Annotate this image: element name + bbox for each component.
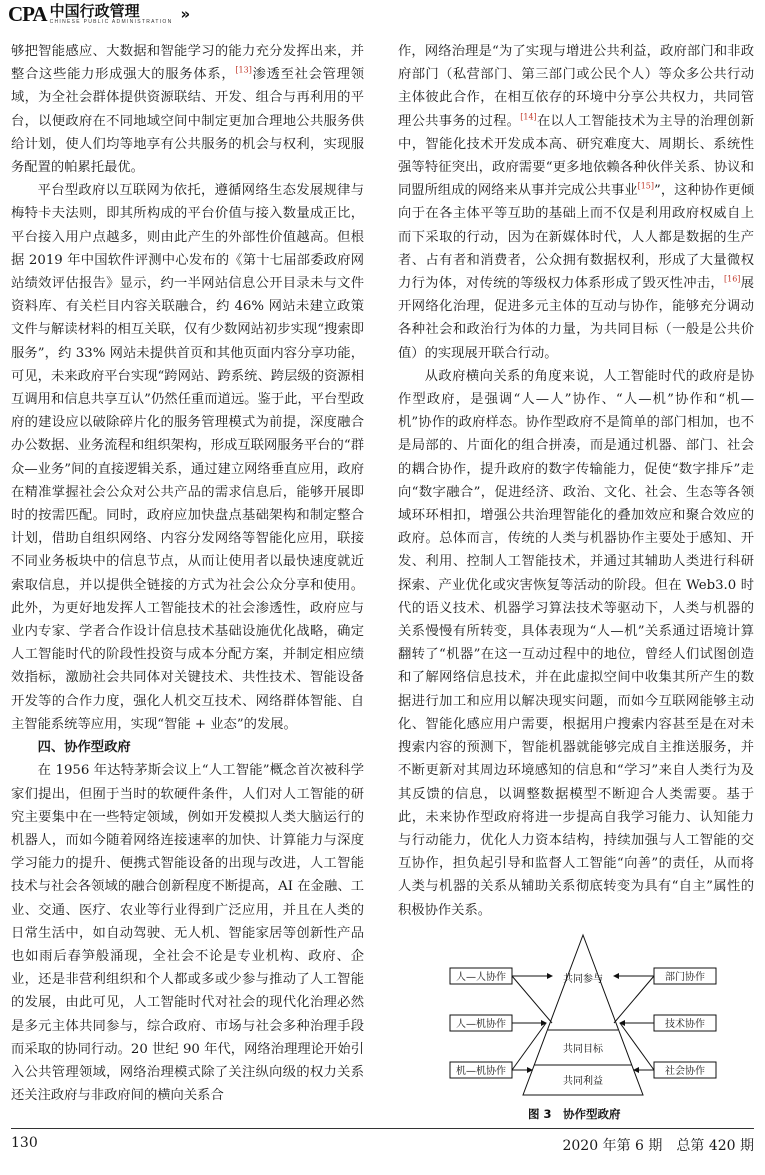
paragraph: [11, 40, 364, 179]
paragraph-text: 够把智能感应、大数据和智能学习的能力充分发挥出来，并整合这些能力形成强大的服务体系，: [11, 44, 364, 83]
paragraph-text: 展开网络化治理，促进多元主体的互动与协作，能够充分调动各种社会和政治行为体的力量，为共同目标（一般是公共价值）的实现展开联合行动。: [398, 276, 755, 361]
collaborative-government-diagram: [448, 930, 718, 1100]
section-heading: 四、协作型政府: [37, 740, 131, 756]
right-box-label: 部门协作: [665, 972, 705, 983]
journal-logo-mark: CPA: [8, 1, 47, 26]
footer-rule: [11, 1128, 754, 1129]
right-column: [398, 40, 754, 922]
center-label: 共同利益: [563, 1076, 603, 1087]
right-box-label: 技术协作: [665, 1019, 705, 1030]
paragraph: 在 1956 年达特茅斯会议上“人工智能”概念首次被科学家们提出，但囿于当时的软硬件条件，人们对人工智能的研究主要集中在一些特定领域，例如开发模拟人类大脑运行的机器人，而如今随着网络连接速率的加快、计算能力与深度学习能力的提升、便携式智能设备的出现与改进，人工智能技术与社会各领域的融合创新程度不断提高，AI 在金融、工业、交通、医疗、农业等行业得到广泛应用，并且在人类的日常生活中，如自动驾驶、无人机、智能家居等创新性产品也如雨后春笋般涌现，全社会不论是专业机构、政府、企业，还是非营利组织和个人都或多或少参与推动了人工智能的发展，由此可见，人工智能时代对社会的现代化治理必然是多元主体共同参与，综合政府、市场与社会多种治理手段而采取的协同行动。20 世纪 90 年代，网络治理理论开始引入公共管理领域，网络治理模式除了关注纵向级的权力关系还关注政府与非政府间的横向关系合: [11, 763, 364, 1104]
right-box-label: 社会协作: [665, 1066, 705, 1077]
center-label: 共同参与: [563, 974, 603, 985]
paragraph: 从政府横向关系的角度来说，人工智能时代的政府是协作型政府，是强调“人—人”协作、“人—机”协作和“机—机”协作的政府样态。协作型政府不是简单的部门相加，也不是局部的、片面化的组合拼凑，而是通过机器、部门、社会的耦合协作，提升政府的数字传输能力，促使“数字排斥”走向“数字融合”，促进经济、政治、文化、社会、生态等各领域环环相扣，增强公共治理智能化的叠加效应和聚合效应的政府。总体而言，传统的人类与机器协作主要处于感知、开发、利用、控制人工智能技术，并通过其辅助人类进行科研探索、产业优化或灾害恢复等活动的阶段。但在 Web3.0 时代的语义技术、机器学习算法技术等驱动下，人类与机器的关系慢慢有所转变，具体表现为“人—机”关系通过语境计算翻转了“机器”在这一互动过程中的地位，曾经人们试图创造和了解网络信息技术，并在此虚拟空间中收集其所产生的数据进行加工和应用以解决现实问题，而如今互联网能够主动化、智能化感应用户需要，根据用户搜索内容甚至是在对未搜索内容的预测下，智能机器就能够完成自主推送服务，并不断更新对其周边环境感知的信息和“学习”来自人类行为及其反馈的信息，以调整数据模型不断迎合人类需要。基于此，未来协作型政府将进一步提高自我学习能力、认知能力与行动能力，优化人力资本结构，持续加强与人工智能的交互协作，担负起引导和监督人工智能“向善”的责任，从而将人类与机器的关系从辅助关系彻底转变为具有“自主”属性的积极协作关系。: [398, 368, 754, 918]
paragraph-text: 渗透至社会管理领域，为全社会群体提供资源联结、开发、组合与再利用的平台，以便政府在不同地域空间中制定更加合理地公共服务供给计划，使人们均等地享有公共服务的机会与权利，实现服务配置的帕累托最优。: [11, 67, 365, 176]
connector-line: [614, 976, 654, 1023]
issue-info: 2020 年第 6 期 总第 420 期: [562, 1138, 754, 1154]
double-chevron-icon: »: [180, 5, 191, 23]
paragraph: [398, 40, 754, 365]
reference-15[interactable]: [15]: [637, 181, 655, 191]
journal-logo: [50, 3, 173, 25]
journal-header: [8, 2, 190, 26]
paragraph-text: 作，网络治理是“为了实现与增进公共利益，政府部门和非政府部门（私营部门、第三部门或公民个人）等众多公共行动主体彼此合作，在相互依存的环境中分享公共权力，共同管理公共事务的过程。: [398, 44, 754, 129]
paragraph: 平台型政府以互联网为依托，遵循网络生态发展规律与梅特卡夫法则，即其所构成的平台价值与接入数量成正比，平台接入用户点越多，则由此产生的外部性价值越高。但根据 2019 年中国软件评测中心发布的《第十七届部委政府网站绩效评估报告》显示，约一半网站信息公开目录未与文件资料库、有关栏目内容关联融合，约 46% 网站未建立政策文件与解读材料的相互关联，仅有少数网站初步实现“搜索即服务”，约 33% 网站未提供首页和其他页面内容分享功能，可见，未来政府平台实现“跨网站、跨系统、跨层级的资源相互调用和信息共享互认”仍然任重而道远。鉴于此，平台型政府的建设应以破除碎片化的服务管理模式为前提，深度融合办公数据、业务流程和组织架构，形成互联网服务平台的“群众—业务”间的直接逻辑关系，通过建立网络垂直应用，政府在精准掌握社会公众对公共产品的需求信息后，能够开展即时的按需匹配。同时，政府应加快盘点基础架构和制定整合计划，借助自组织网络、内容分发网络等智能化应用，联接不同业务板块中的信息节点，从而让使用者以最快速度就近索取信息，并以提供全链接的方式为社会公众分享和使用。此外，为更好地发挥人工智能技术的社会渗透性，政府应与业内专家、学者合作设计信息技术基础设施优化战略，确定人工智能时代的阶段性投资与成本分配方案，并制定相应绩效指标，激励社会共同体对关键技术、共性技术、智能设备开发等的合作力度，强化人机交互技术、网络群体智能、自主智能系统等应用，实现“智能 + 业态”的发展。: [11, 183, 364, 732]
reference-16[interactable]: [16]: [724, 274, 741, 284]
journal-name-en: CHINESE PUBLIC ADMINISTRATION: [49, 19, 173, 25]
page-number: 130: [11, 1135, 38, 1151]
triangle-shape: [523, 935, 643, 1095]
journal-name-cn: 中国行政管理: [49, 2, 140, 20]
left-column: [11, 40, 364, 1107]
paragraph-text: ”，这种协作更倾向于在各主体平等互助的基础上而不仅是利用政府权威自上而下采取的行动，因为在新媒体时代，人人都是数据的生产者、占有者和消费者，公众拥有数据权利，形成了大量微权力行为体，对传统的等级权力体系形成了毁灭性冲击，: [398, 183, 754, 292]
reference-14[interactable]: [14]: [520, 112, 537, 122]
reference-13[interactable]: [13]: [235, 65, 252, 75]
center-label: 共同目标: [563, 1044, 603, 1055]
connector-line: [512, 976, 552, 1023]
left-box-label: 人—人协作: [456, 972, 506, 983]
left-box-label: 人—机协作: [456, 1019, 506, 1030]
left-box-label: 机—机协作: [456, 1066, 506, 1077]
paragraph-text: 在以人工智能技术为主导的治理创新中，智能化技术开发成本高、研究难度大、周期长、系统性强等特征突出，政府需要“更多地依赖各种伙伴关系、协议和同盟所组成的网络来从事并完成公共事业: [398, 113, 755, 199]
figure-caption: 图 3 协作型政府: [528, 1107, 621, 1121]
